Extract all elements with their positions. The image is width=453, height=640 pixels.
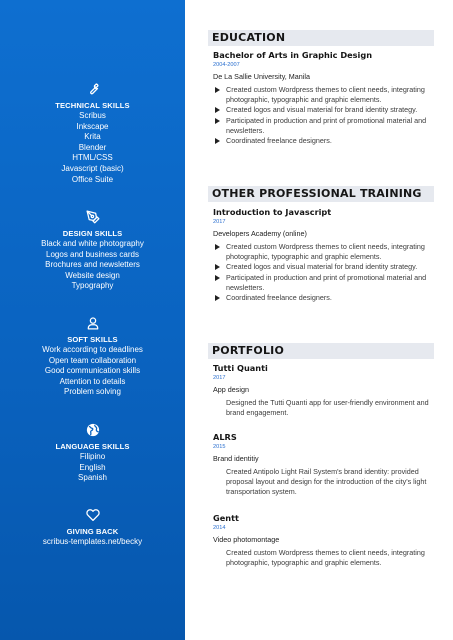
entry-year: 2017 xyxy=(213,219,226,225)
bullet-list xyxy=(213,242,433,303)
giving-back-block xyxy=(0,508,185,548)
training-entry xyxy=(213,207,433,303)
skill-item: Blender xyxy=(78,142,107,152)
skill-item: Krita xyxy=(84,132,101,142)
list-item xyxy=(213,273,433,293)
language-skills-title: LANGUAGE SKILLS xyxy=(55,442,130,451)
bullet-text: Created custom Wordpress themes to client needs, integrating photographic, typographic and graphic elements. xyxy=(226,242,425,262)
entry-year: 2017 xyxy=(213,375,226,381)
skill-item: Filipino xyxy=(79,452,106,461)
technical-skills-title: TECHNICAL SKILLS xyxy=(55,101,130,110)
design-skills-title: DESIGN SKILLS xyxy=(62,229,123,238)
skill-item: Open team collaboration xyxy=(48,355,137,365)
skill-item: Website design xyxy=(65,270,120,280)
entry-organization: Developers Academy (online) xyxy=(213,229,307,238)
language-skills-block xyxy=(0,423,185,484)
skill-item: Typography xyxy=(71,281,114,291)
entry-organization: Brand identitiy xyxy=(213,454,259,463)
bullet-triangle-icon xyxy=(215,295,220,301)
soft-skills-title: SOFT SKILLS xyxy=(67,335,118,344)
entry-title: ALRS xyxy=(213,432,237,442)
wrench-icon xyxy=(86,82,100,96)
training-header: OTHER PROFESSIONAL TRAINING xyxy=(208,186,434,202)
giving-back-title: GIVING BACK xyxy=(66,527,119,536)
skill-item: Work according to deadlines xyxy=(42,345,143,354)
skill-item: Scribus xyxy=(79,111,106,120)
entry-year: 2015 xyxy=(213,444,226,450)
entry-title: Tutti Quanti xyxy=(213,363,268,373)
soft-skills-block xyxy=(0,316,185,398)
skill-item: Good communication skills xyxy=(44,366,141,376)
bullet-triangle-icon xyxy=(215,244,220,250)
list-item xyxy=(213,262,433,272)
user-icon xyxy=(86,316,100,330)
portfolio-header: PORTFOLIO xyxy=(208,343,434,359)
bullet-text: Participated in production and print of promotional material and newsletters. xyxy=(226,115,427,135)
bullet-triangle-icon xyxy=(215,118,220,124)
skill-item: Office Suite xyxy=(71,174,114,184)
skill-item: Black and white photography xyxy=(41,239,144,248)
skill-item: Logos and business cards xyxy=(46,249,139,259)
bullet-text: Created logos and visual material for brand identity strategy. xyxy=(226,105,418,115)
list-item xyxy=(213,136,433,146)
bullet-text: Created logos and visual material for brand identity strategy. xyxy=(226,262,418,272)
bullet-text: Created custom Wordpress themes to client needs, integrating photographic, typographic and graphic elements. xyxy=(226,85,425,105)
entry-organization: App design xyxy=(213,385,249,394)
bullet-triangle-icon xyxy=(215,264,220,270)
entry-year: 2014 xyxy=(213,525,226,531)
entry-year: 2004-2007 xyxy=(213,62,240,68)
portfolio-entry-alrs xyxy=(213,432,433,498)
technical-skills-block xyxy=(0,82,185,185)
list-item xyxy=(213,293,433,303)
training-section xyxy=(208,186,434,202)
bullet-list xyxy=(213,85,433,146)
portfolio-section xyxy=(208,343,434,359)
pen-nib-icon xyxy=(86,210,100,224)
skill-item: Attention to details xyxy=(59,376,126,386)
entry-organization: De La Sallie University, Manila xyxy=(213,72,310,81)
globe-icon xyxy=(86,423,100,437)
bullet-triangle-icon xyxy=(215,87,220,93)
list-item xyxy=(213,85,433,105)
entry-description: Created Antipolo Light Rail System's brand identity: provided proposal layout and design for the introduction of the city's light transportation system. xyxy=(226,467,427,497)
skill-item: Javascript (basic) xyxy=(61,163,124,173)
design-skills-block xyxy=(0,210,185,292)
skill-item: Spanish xyxy=(78,473,107,483)
education-section xyxy=(208,30,434,46)
bullet-triangle-icon xyxy=(215,275,220,281)
bullet-text: Participated in production and print of promotional material and newsletters. xyxy=(226,272,427,292)
entry-description: Created custom Wordpress themes to client needs, integrating photographic, typographic and graphic elements. xyxy=(226,548,425,568)
list-item xyxy=(213,105,433,115)
entry-title: Gentt xyxy=(213,513,239,523)
education-entry xyxy=(213,50,433,146)
bullet-text: Coordinated freelance designers. xyxy=(226,293,332,303)
giving-back-link: scribus-templates.net/becky xyxy=(42,537,143,546)
entry-title: Bachelor of Arts in Graphic Design xyxy=(213,50,373,60)
bullet-triangle-icon xyxy=(215,107,220,113)
entry-organization: Video photomontage xyxy=(213,535,280,544)
entry-description: Designed the Tutti Quanti app for user-friendly environment and brand engagement. xyxy=(226,398,429,418)
portfolio-entry-tutti-quanti xyxy=(213,363,433,418)
skill-item: Problem solving xyxy=(64,387,121,397)
portfolio-entry-gentt xyxy=(213,513,433,568)
bullet-triangle-icon xyxy=(215,138,220,144)
sidebar xyxy=(0,0,185,640)
list-item xyxy=(213,116,433,136)
entry-title: Introduction to Javascript xyxy=(213,207,332,217)
skill-item: Brochures and newsletters xyxy=(45,260,140,270)
bullet-text: Coordinated freelance designers. xyxy=(226,136,332,146)
skill-item: English xyxy=(79,462,106,472)
heart-icon xyxy=(86,508,100,522)
skill-item: Inkscape xyxy=(76,121,109,131)
skill-item: HTML/CSS xyxy=(72,153,113,163)
list-item xyxy=(213,242,433,262)
education-header: EDUCATION xyxy=(208,30,434,46)
